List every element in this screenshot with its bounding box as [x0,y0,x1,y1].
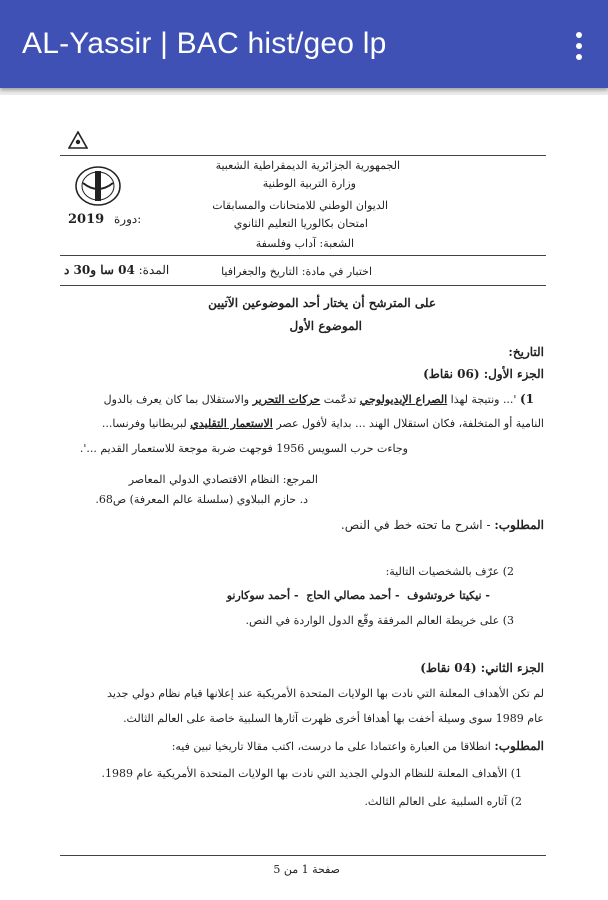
divider [60,155,546,156]
q1-reference-author: د. حازم الببلاوي (سلسلة عالم المعرفة) ص68. [95,493,308,506]
divider [60,255,546,256]
ministry-logo [74,165,122,207]
history-label: التاريخ: [508,345,544,359]
q1-line1: 1) '... ونتيجة لهذا الصراع الإيديولوجي تدعّمت حركات التحرير والاستقلال بما كان يعرف بالدول [103,392,534,406]
more-vert-icon[interactable] [564,26,594,66]
divider [60,285,546,286]
part2-title: الجزء الثاني: (04 نقاط) [420,661,544,675]
q3-text: 3) على خريطة العالم المرفقة وقّع الدول الواردة في النص. [245,614,514,627]
part2-required: المطلوب: انطلاقا من العبارة واعتمادا على ما درست، اكتب مقالا تاريخيا تبين فيه: [171,739,544,753]
header-office: الديوان الوطني للامتحانات والمسابقات [212,199,388,212]
topic-title: الموضوع الأول [289,319,362,333]
page-footer: صفحة 1 من 5 [273,863,340,876]
q1-line3: وجاءت حرب السويس 1956 فوجهت ضربة موجعة للاستعمار القديم ...'. [79,442,408,455]
exam-page [0,95,608,900]
divider [60,855,546,856]
header-subject: اختبار في مادة: التاريخ والجغرافيا [221,265,372,278]
required-1: المطلوب: - اشرح ما تحته خط في النص. [340,518,544,532]
header-exam: امتحان بكالوريا التعليم الثانوي [233,217,368,230]
q1-reference: المرجع: النظام الاقتصادي الدولي المعاصر [128,473,318,486]
part2-item1: 1) الأهداف المعلنة للنظام الدولي الجديد التي نادت بها الولايات المتحدة الأمريكية عام 1989. [101,767,522,780]
q2-text: 2) عرّف بالشخصيات التالية: [385,565,514,578]
app-bar [0,0,608,88]
q1-line2: النامية أو المتخلفة، فكان استقلال الهند ... بداية لأفول عصر الاستعمار التقليدي لبريطانيا وفرنسا... [101,417,544,430]
part2-line1: لم تكن الأهداف المعلنة التي نادت بها الولايات المتحدة الأمريكية عند إعلانها قيام نظام دولي جديد [107,687,544,700]
header-stream: الشعبة: آداب وفلسفة [255,237,354,250]
header-duration: المدة: 04 سا و30 د [64,263,170,277]
part2-line2: عام 1989 سوى وسيلة أخفت بها أهدافا أخرى ظهرت آثارها السلبية خاصة على العالم الثالث. [123,712,544,725]
q2-persons: - نيكيتا خروتشوف - أحمد مصالي الحاج - أحمد سوكارنو [226,589,490,602]
warning-triangle-icon [68,131,88,149]
app-title: AL-Yassir | BAC hist/geo lp [22,27,387,60]
part2-item2: 2) آثاره السلبية على العالم الثالث. [364,795,522,808]
instruction: على المترشح أن يختار أحد الموضوعين الآتيين [208,296,436,310]
header-ministry: وزارة التربية الوطنية [262,177,356,190]
header-republic: الجمهورية الجزائرية الديمقراطية الشعبية [215,159,400,172]
part1-title: الجزء الأول: (06 نقاط) [423,367,544,381]
header-session: 2019 دورة: [68,212,142,227]
